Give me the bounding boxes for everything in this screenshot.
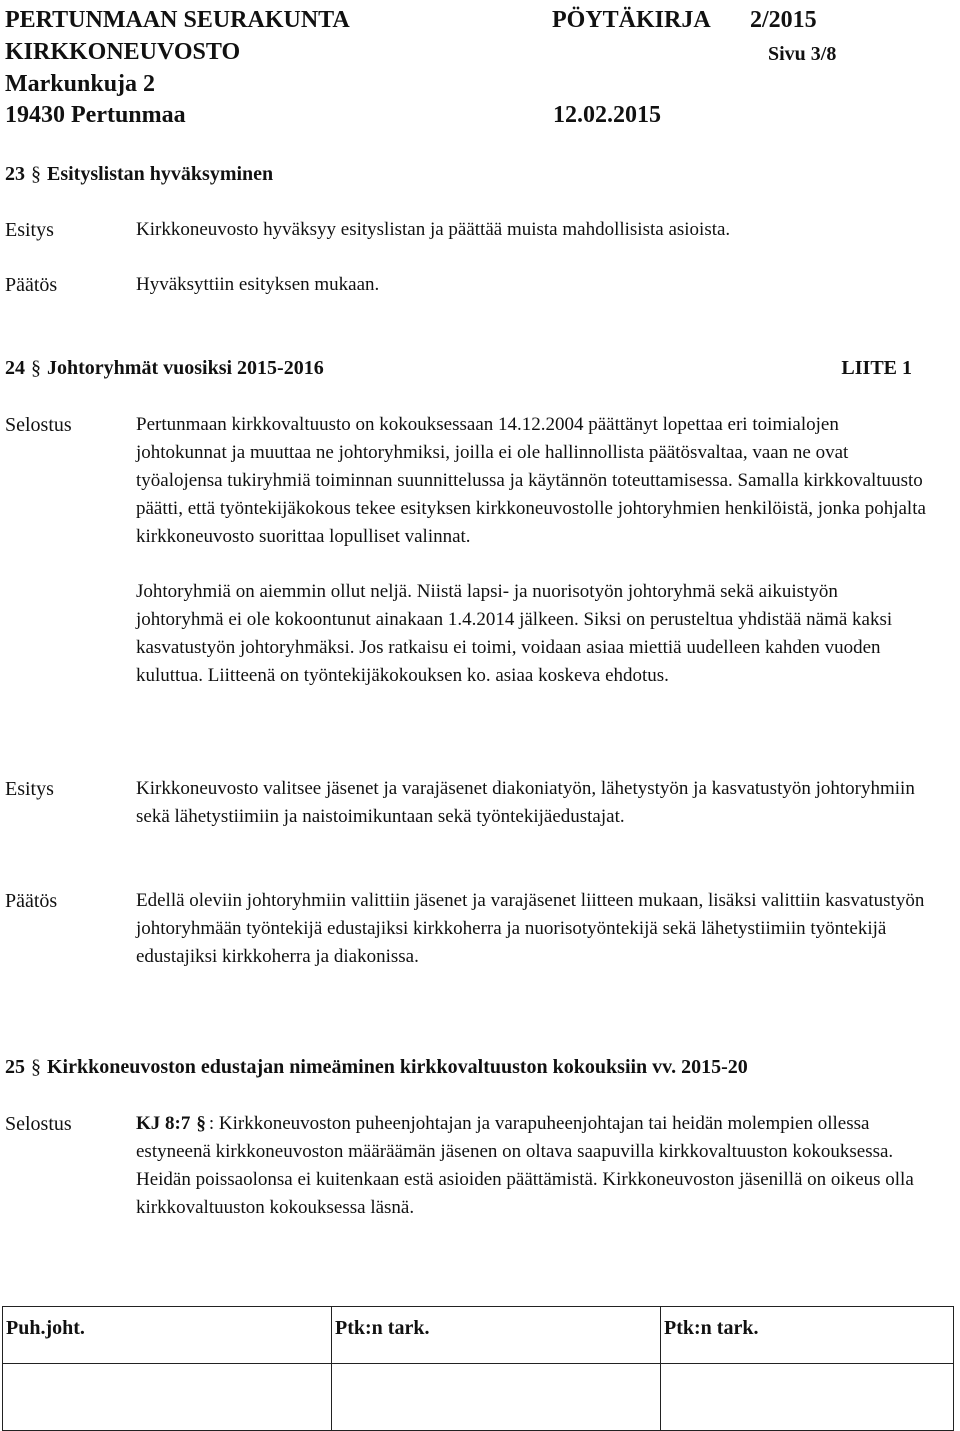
council-name: KIRKKONEUVOSTO xyxy=(5,39,241,65)
signature-table xyxy=(2,1306,954,1431)
signature-checker-2: Ptk:n tark. xyxy=(661,1307,954,1364)
document-type: PÖYTÄKIRJA xyxy=(552,7,711,33)
section-25-statement-text xyxy=(136,1110,926,1222)
section-24-proposal-label: Esitys xyxy=(5,778,54,800)
section-25-title: Kirkkoneuvoston edustajan nimeäminen kirkkovaltuuston kokouksiin vv. 2015-20 xyxy=(47,1056,748,1078)
section-sign: § xyxy=(31,1056,41,1078)
law-reference: KJ 8:7 xyxy=(136,1113,191,1134)
section-24-statement-text xyxy=(136,411,926,690)
section-25-heading xyxy=(5,1054,748,1080)
section-sign: § xyxy=(31,357,41,379)
statement-body: : Kirkkoneuvoston puheenjohtajan ja varapuheenjohtajan tai heidän molempien ollessa estyneenä kirkkoneuvoston määräämän jäsenen on oltava saapuvilla kirkkovaltuuston kokouksessa. Heidän poissaolonsa ei kuitenkaan estä asioiden päättämistä. Kirkkoneuvoston jäsenillä on oikeus olla kirkkovaltuuston kokouksessa läsnä. xyxy=(136,1113,914,1218)
document-number: 2/2015 xyxy=(750,7,817,33)
section-24-decision-label: Päätös xyxy=(5,890,58,912)
section-23-proposal-text: Kirkkoneuvosto hyväksyy esityslistan ja päättää muista mahdollisista asioista. xyxy=(136,219,731,240)
section-23-decision-text: Hyväksyttiin esityksen mukaan. xyxy=(136,274,380,295)
section-24-proposal-text: Kirkkoneuvosto valitsee jäsenet ja varajäsenet diakoniatyön, lähetystyön ja kasvatustyön johtoryhmiin sekä lähetystiimiin ja naistoimikuntaan sekä työntekijäedustajat. xyxy=(136,778,915,827)
attachment-label: LIITE 1 xyxy=(841,357,912,379)
street-address: Markunkuja 2 xyxy=(5,71,156,97)
section-25-statement-label: Selostus xyxy=(5,1113,72,1135)
section-23-number: 23 xyxy=(5,163,25,185)
statement-paragraph-2: Johtoryhmiä on aiemmin ollut neljä. Niistä lapsi- ja nuorisotyön johtoryhmä sekä aikuistyön johtoryhmä ei ole kokoontunut ainakaan 1.4.2014 jälkeen. Siksi on perusteltua yhdistää nämä kaksi kasvatustyön johtoryhmäksi. Jos ratkaisu ei toimi, voidaan asiaa miettiä uudelleen kahden vuoden kuluttua. Liitteenä on työntekijäkokouksen ko. asiaa koskeva ehdotus. xyxy=(136,581,893,686)
section-24-heading xyxy=(5,355,324,381)
section-23-decision-label: Päätös xyxy=(5,274,58,296)
signature-field-checker-2 xyxy=(661,1364,954,1431)
section-sign: § xyxy=(31,163,41,185)
signature-field-checker-1 xyxy=(332,1364,661,1431)
parish-name: PERTUNMAAN SEURAKUNTA xyxy=(5,7,350,33)
statement-paragraph-1: Pertunmaan kirkkovaltuusto on kokouksessaan 14.12.2004 päättänyt lopettaa eri toimialojen johtokunnat ja muuttaa ne johtoryhmiksi, joilla ei ole hallinnollista päätösvaltaa, vaan ne ovat työalojensa tukiryhmiä toiminnan suunnittelussa ja käytännön toteuttamisessa. Samalla kirkkovaltuusto päätti, että työntekijäkokous tekee esityksen kirkkoneuvostolle johtoryhmien henkilöistä, jonka pohjalta kirkkoneuvosto suorittaa lopulliset valinnat. xyxy=(136,414,926,547)
section-24-decision-text: Edellä oleviin johtoryhmiin valittiin jäsenet ja varajäsenet liitteen mukaan, lisäksi valittiin kasvatustyön johtoryhmään työntekijä edustajiksi kirkkoherra ja nuorisotyöntekijä sekä lähetystiimiin työntekijä edustajiksi kirkkoherra ja diakonissa. xyxy=(136,890,925,967)
page-number: Sivu 3/8 xyxy=(768,43,837,65)
section-25-number: 25 xyxy=(5,1056,25,1078)
section-23-proposal-label: Esitys xyxy=(5,219,54,241)
section-24-number: 24 xyxy=(5,357,25,379)
signature-checker-1: Ptk:n tark. xyxy=(332,1307,661,1364)
meeting-date: 12.02.2015 xyxy=(553,102,661,128)
section-24-statement-label: Selostus xyxy=(5,414,72,436)
section-sign: § xyxy=(196,1113,206,1134)
section-23-title: Esityslistan hyväksyminen xyxy=(47,163,274,185)
section-24-title: Johtoryhmät vuosiksi 2015-2016 xyxy=(47,357,324,379)
signature-chair: Puh.joht. xyxy=(3,1307,332,1364)
postal-address: 19430 Pertunmaa xyxy=(5,102,186,128)
section-23-heading xyxy=(5,161,273,187)
signature-field-chair xyxy=(3,1364,332,1431)
